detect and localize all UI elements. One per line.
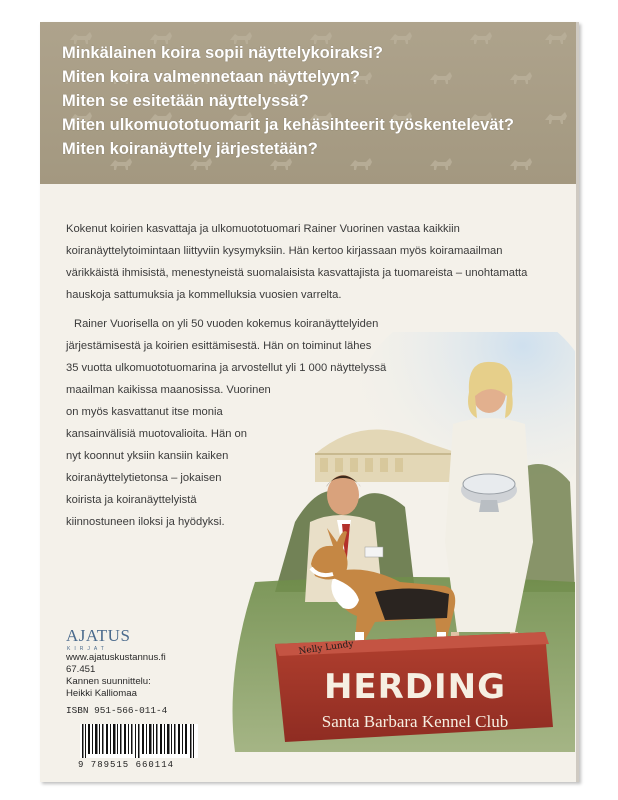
question-5: Miten koiranäyttely järjestetään?	[62, 140, 318, 158]
question-2: Miten koira valmennetaan näyttelyyn?	[62, 68, 361, 86]
blurb-line-2: koiranäyttelytoimintaan liittyviin kysymyksiin. Hän kertoo kirjassaan myös koiramaailman	[66, 245, 503, 257]
barcode-number: 9 789515 660114	[78, 760, 175, 770]
blurb-line-7: 35 vuotta ulkomuototuomarina ja arvostellut yli 1 000 näyttelyssä	[66, 362, 387, 374]
banner-title: HERDING	[323, 667, 507, 707]
class-code: 67.451	[66, 664, 96, 675]
photo-podium	[275, 632, 553, 742]
cover-designer: Heikki Kalliomaa	[66, 688, 137, 699]
book-back-cover	[40, 22, 579, 782]
question-3: Miten se esitetään näyttelyssä?	[62, 92, 309, 110]
publisher-logo-sub: KIRJAT	[67, 646, 108, 652]
isbn: ISBN 951-566-011-4	[66, 705, 168, 716]
blurb-line-11: nyt koonnut yksiin kansiin kaiken	[66, 450, 229, 462]
header-band	[40, 22, 576, 184]
cover-designer-label: Kannen suunnittelu:	[66, 676, 151, 687]
blurb-line-1: Kokenut koirien kasvattaja ja ulkomuototuomari Rainer Vuorinen vastaa kaikkiin	[66, 223, 460, 235]
signature: Nelly Lundy	[298, 639, 355, 657]
blurb-line-10: kansainvälisiä muotovalioita. Hän on	[66, 428, 247, 440]
blurb-line-6: järjestämisestä ja koirien esittämisestä. Hän on toiminut lähes	[66, 340, 372, 352]
question-1: Minkälainen koira sopii näyttelykoiraksi?	[62, 44, 383, 62]
blurb-line-13: koirista ja koiranäyttelyistä	[66, 494, 197, 506]
publisher-logo: AJATUS	[66, 626, 131, 645]
blurb-line-8: maailman kaikissa maanosissa. Vuorinen	[66, 384, 271, 396]
blurb-line-12: koiranäyttelytietonsa – jokaisen	[66, 472, 222, 484]
banner-subtitle: Santa Barbara Kennel Club	[321, 712, 509, 731]
blurb-line-5: Rainer Vuorisella on yli 50 vuoden kokemus koiranäyttelyiden	[74, 318, 379, 330]
publisher-website: www.ajatuskustannus.fi	[66, 652, 166, 663]
blurb-line-14: kiinnostuneen iloksi ja hyödyksi.	[66, 516, 225, 528]
question-4: Miten ulkomuototuomarit ja kehäsihteerit työskentelevät?	[62, 116, 515, 134]
blurb-line-4: hauskoja sattumuksia ja kommelluksia vuosien varrelta.	[66, 289, 342, 301]
blurb-line-9: on myös kasvattanut itse monia	[66, 406, 223, 418]
barcode	[80, 724, 198, 758]
blurb-line-3: värikkäistä ihmisistä, menestyneistä suomalaisista kasvattajista ja tuomareista – unohtamatta	[66, 267, 528, 279]
